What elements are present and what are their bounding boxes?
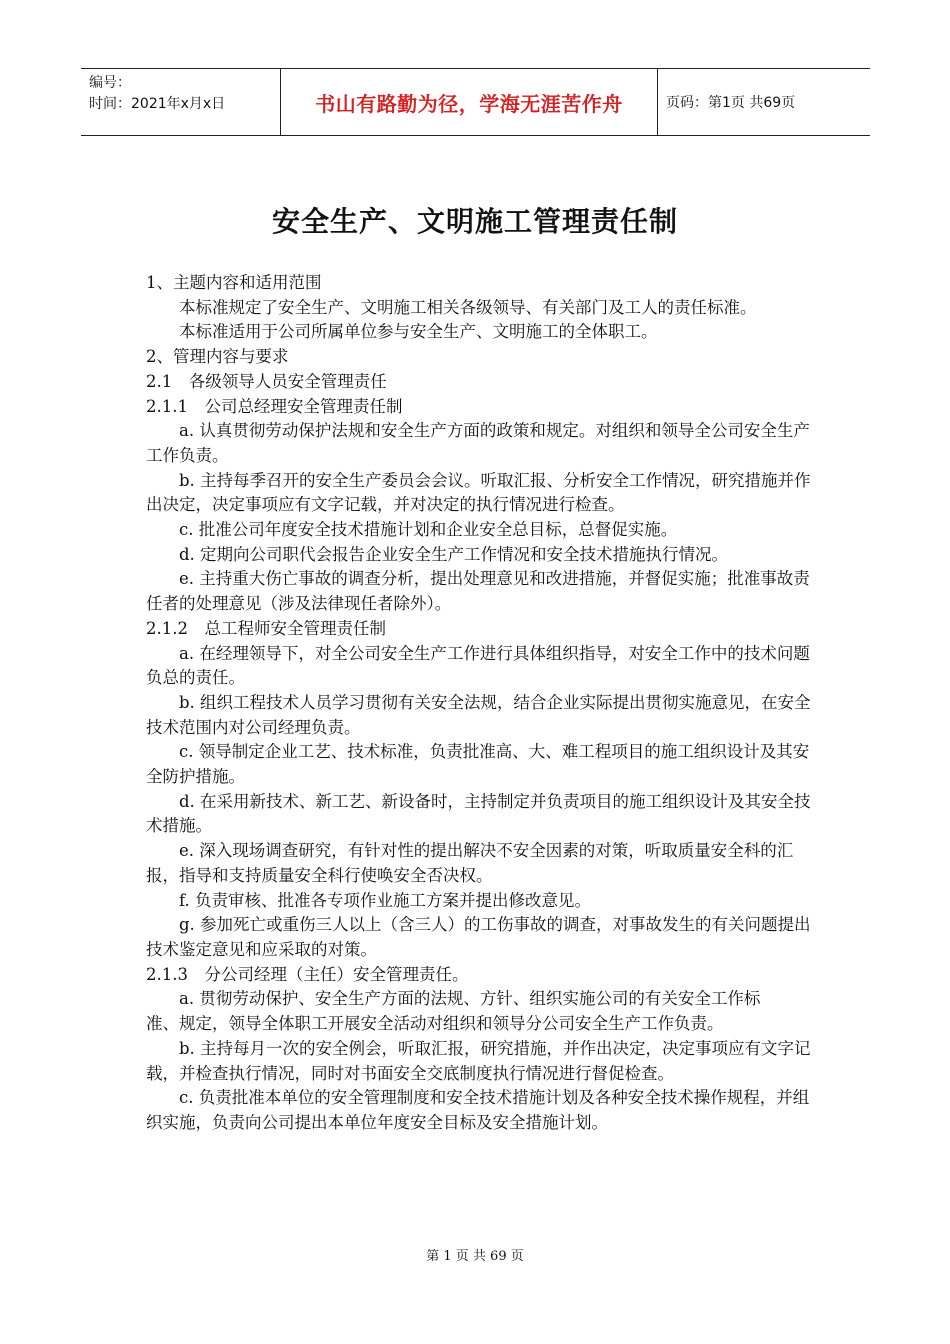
- header-motto: 书山有路勤为径，学海无涯苦作舟: [281, 69, 658, 135]
- paragraph: 2、管理内容与要求: [146, 347, 289, 367]
- paragraph: 2.1.1 公司总经理安全管理责任制: [146, 396, 403, 416]
- paragraph: 本标准适用于公司所属单位参与安全生产、文明施工的全体职工。: [179, 322, 658, 342]
- header-meta: [81, 69, 281, 135]
- paragraph: f. 负责审核、批准各专项作业施工方案并提出修改意见。: [179, 890, 592, 910]
- paragraph: b. 主持每季召开的安全生产委员会会议。听取汇报、分析安全工作情况，研究措施并作出决定，决定事项应有文字记载，并对决定的执行情况进行检查。: [146, 470, 811, 515]
- paragraph: b. 组织工程技术人员学习贯彻有关安全法规，结合企业实际提出贯彻实施意见，在安全技术范围内对公司经理负责。: [146, 692, 811, 737]
- page-header: [81, 68, 870, 136]
- paragraph: a. 认真贯彻劳动保护法规和安全生产方面的政策和规定。对组织和领导全公司安全生产工作负责。: [146, 421, 810, 465]
- paragraph: 1、主题内容和适用范围: [146, 273, 322, 292]
- document-title: 安全生产、文明施工管理责任制: [271, 205, 678, 238]
- paragraph: g. 参加死亡或重伤三人以上（含三人）的工伤事故的调查，对事故发生的有关问题提出技术鉴定意见和应采取的对策。: [146, 915, 811, 959]
- paragraph: b. 主持每月一次的安全例会，听取汇报，研究措施，并作出决定，决定事项应有文字记载，并检查执行情况，同时对书面安全交底制度执行情况进行督促检查。: [146, 1038, 811, 1083]
- paragraph: c. 领导制定企业工艺、技术标准，负责批准高、大、难工程项目的施工组织设计及其安全防护措施。: [146, 742, 810, 787]
- document-time-label: 时间：2021年x月x日: [89, 96, 226, 112]
- paragraph: c. 批准公司年度安全技术措施计划和企业安全总目标，总督促实施。: [179, 520, 678, 540]
- paragraph: e. 主持重大伤亡事故的调查分析，提出处理意见和改进措施，并督促实施；批准事故责任者的处理意见（涉及法律现任者除外）。: [146, 569, 810, 614]
- paragraph: a. 贯彻劳动保护、安全生产方面的法规、方针、组织实施公司的有关安全工作标: [179, 989, 761, 1009]
- paragraph: e. 深入现场调查研究，有针对性的提出解决不安全因素的对策，听取质量安全科的汇报，指导和支持质量安全科行使唤安全否决权。: [146, 841, 794, 885]
- document-number-label: 编号：: [89, 75, 131, 91]
- paragraph: 2.1 各级领导人员安全管理责任: [146, 371, 387, 391]
- paragraph: c. 负责批准本单位的安全管理制度和安全技术措施计划及各种安全技术操作规程，并组织实施，负责向公司提出本单位年度安全目标及安全措施计划。: [146, 1088, 810, 1132]
- paragraph: d. 在采用新技术、新工艺、新设备时，主持制定并负责项目的施工组织设计及其安全技术措施。: [146, 791, 811, 836]
- paragraph: 2.1.3 分公司经理（主任）安全管理责任。: [146, 964, 469, 984]
- paragraph: 本标准规定了安全生产、文明施工相关各级领导、有关部门及工人的责任标准。: [179, 297, 757, 317]
- paragraph: a. 在经理领导下，对全公司安全生产工作进行具体组织指导，对安全工作中的技术问题负总的责任。: [146, 643, 810, 688]
- header-page-code: 页码：第1页 共69页: [666, 95, 796, 111]
- page-footer: 第 1 页 共 69 页: [426, 1249, 524, 1264]
- paragraph: d. 定期向公司职代会报告企业安全生产工作情况和安全技术措施执行情况。: [179, 544, 729, 564]
- paragraph: 准、规定，领导全体职工开展安全活动对组织和领导分公司安全生产工作负责。: [146, 1014, 724, 1034]
- paragraph: 2.1.2 总工程师安全管理责任制: [146, 618, 386, 638]
- document-body: [146, 271, 814, 1136]
